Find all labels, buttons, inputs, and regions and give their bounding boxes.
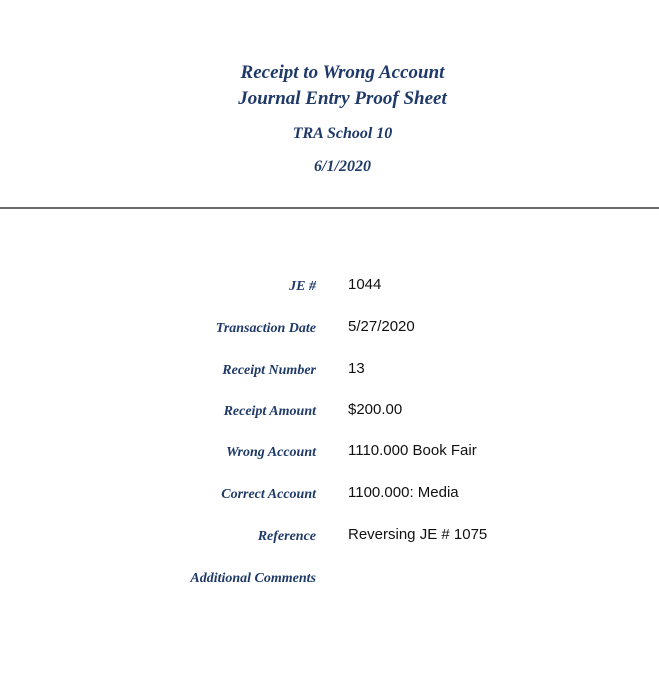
receipt-amount-value: $200.00 [348, 401, 403, 418]
field-row-additional-comments [0, 562, 659, 594]
reference-value: Reversing JE # 1075 [348, 526, 488, 543]
document-title: Receipt to Wrong Account [240, 62, 445, 83]
transaction-date-value: 5/27/2020 [348, 318, 415, 335]
field-row-transaction-date [0, 312, 659, 344]
school-name: TRA School 10 [292, 125, 393, 142]
correct-account-value: 1100.000: Media [348, 484, 459, 501]
header-divider [0, 207, 659, 209]
field-row-reference [0, 520, 659, 552]
field-row-correct-account [0, 478, 659, 510]
receipt-number-value: 13 [348, 360, 365, 377]
field-row-receipt-number [0, 354, 659, 386]
document-date: 6/1/2020 [314, 158, 371, 175]
field-row-wrong-account [0, 436, 659, 468]
reference-label: Reference [257, 529, 316, 544]
receipt-number-label: Receipt Number [222, 363, 316, 378]
je-number-label: JE # [289, 279, 316, 294]
document-subtitle: Journal Entry Proof Sheet [238, 88, 447, 109]
additional-comments-label: Additional Comments [190, 571, 316, 586]
receipt-amount-label: Receipt Amount [223, 404, 316, 419]
wrong-account-label: Wrong Account [226, 445, 316, 460]
field-row-receipt-amount [0, 395, 659, 427]
field-row-je-number [0, 270, 659, 302]
je-number-value: 1044 [348, 276, 382, 293]
wrong-account-value: 1110.000 Book Fair [348, 442, 477, 459]
transaction-date-label: Transaction Date [215, 321, 316, 336]
correct-account-label: Correct Account [221, 487, 316, 502]
